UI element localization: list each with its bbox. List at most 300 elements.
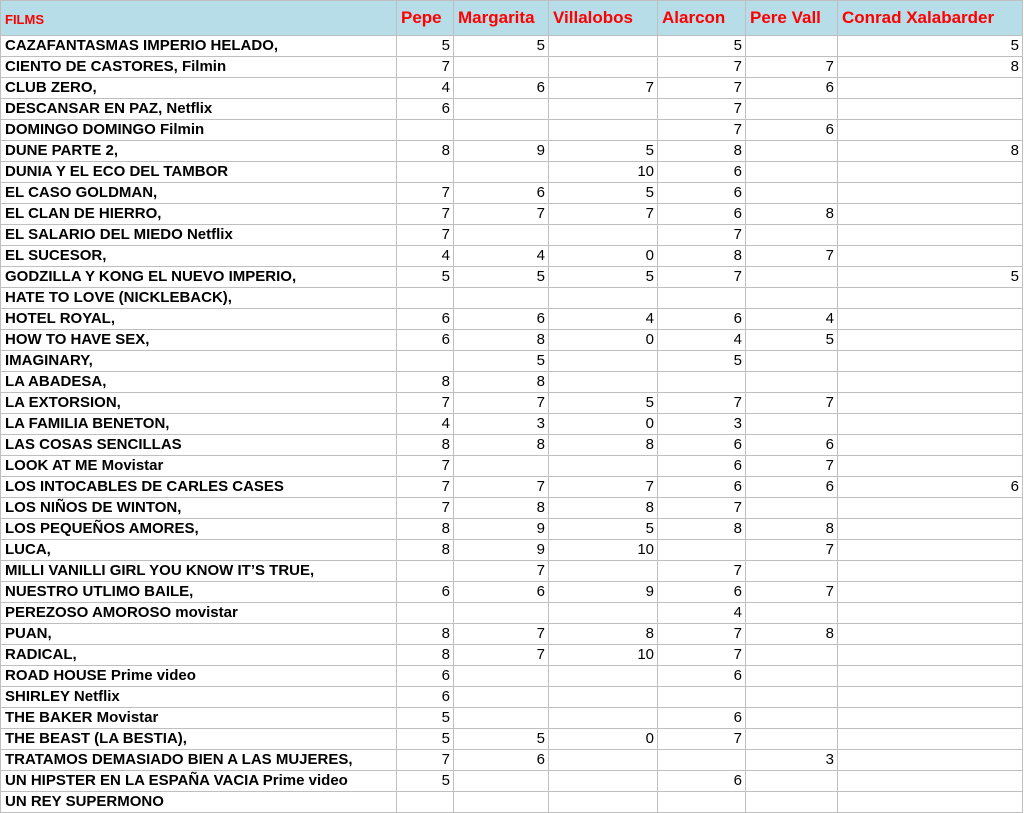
score-cell[interactable] bbox=[746, 498, 838, 519]
table-row bbox=[1, 141, 1023, 162]
score-cell[interactable] bbox=[397, 792, 454, 813]
score-cell[interactable]: 7 bbox=[454, 561, 549, 582]
score-cell[interactable]: 5 bbox=[838, 36, 1023, 57]
table-row bbox=[1, 477, 1023, 498]
film-title-cell[interactable]: CIENTO DE CASTORES, Filmin bbox=[1, 57, 397, 78]
score-cell[interactable]: 5 bbox=[549, 393, 658, 414]
score-cell[interactable] bbox=[549, 456, 658, 477]
score-cell[interactable]: 3 bbox=[746, 750, 838, 771]
score-cell[interactable]: 8 bbox=[397, 519, 454, 540]
score-cell[interactable] bbox=[746, 645, 838, 666]
table-row bbox=[1, 120, 1023, 141]
score-cell[interactable]: 8 bbox=[658, 246, 746, 267]
score-cell[interactable]: 8 bbox=[658, 141, 746, 162]
score-cell[interactable]: 7 bbox=[454, 393, 549, 414]
score-cell[interactable]: 5 bbox=[746, 330, 838, 351]
score-cell[interactable] bbox=[838, 519, 1023, 540]
score-cell[interactable]: 7 bbox=[658, 393, 746, 414]
film-title-cell[interactable]: NUESTRO UTLIMO BAILE, bbox=[1, 582, 397, 603]
score-cell[interactable]: 6 bbox=[658, 666, 746, 687]
score-cell[interactable] bbox=[454, 162, 549, 183]
score-cell[interactable] bbox=[746, 162, 838, 183]
table-row bbox=[1, 414, 1023, 435]
score-cell[interactable]: 4 bbox=[658, 603, 746, 624]
header-reviewer-conrad-xalabarder[interactable]: Conrad Xalabarder bbox=[838, 1, 1023, 36]
score-cell[interactable]: 5 bbox=[454, 351, 549, 372]
score-cell[interactable] bbox=[746, 141, 838, 162]
film-title-cell[interactable]: DUNE PARTE 2, bbox=[1, 141, 397, 162]
score-cell[interactable] bbox=[549, 99, 658, 120]
score-cell[interactable]: 9 bbox=[454, 540, 549, 561]
score-cell[interactable] bbox=[838, 414, 1023, 435]
score-cell[interactable] bbox=[746, 561, 838, 582]
score-cell[interactable]: 6 bbox=[658, 309, 746, 330]
score-cell[interactable]: 7 bbox=[746, 540, 838, 561]
score-cell[interactable]: 6 bbox=[397, 687, 454, 708]
film-title-cell[interactable]: CAZAFANTASMAS IMPERIO HELADO, bbox=[1, 36, 397, 57]
score-cell[interactable]: 9 bbox=[549, 582, 658, 603]
score-cell[interactable]: 5 bbox=[397, 36, 454, 57]
film-title-cell[interactable]: LOS PEQUEÑOS AMORES, bbox=[1, 519, 397, 540]
score-cell[interactable]: 5 bbox=[658, 351, 746, 372]
score-cell[interactable] bbox=[838, 120, 1023, 141]
score-cell[interactable] bbox=[746, 414, 838, 435]
score-cell[interactable] bbox=[838, 225, 1023, 246]
score-cell[interactable]: 4 bbox=[397, 414, 454, 435]
score-cell[interactable]: 6 bbox=[838, 477, 1023, 498]
table-row bbox=[1, 561, 1023, 582]
film-title-cell[interactable]: RADICAL, bbox=[1, 645, 397, 666]
score-cell[interactable]: 7 bbox=[658, 645, 746, 666]
score-cell[interactable]: 10 bbox=[549, 162, 658, 183]
table-row bbox=[1, 288, 1023, 309]
film-title-cell[interactable]: MILLI VANILLI GIRL YOU KNOW IT’S TRUE, bbox=[1, 561, 397, 582]
table-row bbox=[1, 771, 1023, 792]
score-cell[interactable]: 7 bbox=[746, 582, 838, 603]
score-cell[interactable]: 4 bbox=[658, 330, 746, 351]
score-cell[interactable]: 6 bbox=[658, 183, 746, 204]
score-cell[interactable]: 8 bbox=[397, 141, 454, 162]
score-cell[interactable]: 5 bbox=[549, 141, 658, 162]
score-cell[interactable] bbox=[838, 540, 1023, 561]
score-cell[interactable] bbox=[838, 582, 1023, 603]
score-cell[interactable]: 7 bbox=[397, 750, 454, 771]
score-cell[interactable] bbox=[746, 288, 838, 309]
score-cell[interactable]: 7 bbox=[746, 57, 838, 78]
score-cell[interactable] bbox=[838, 666, 1023, 687]
score-cell[interactable] bbox=[454, 288, 549, 309]
header-reviewer-pepe[interactable]: Pepe bbox=[397, 1, 454, 36]
score-cell[interactable]: 7 bbox=[658, 267, 746, 288]
score-cell[interactable]: 8 bbox=[549, 624, 658, 645]
score-cell[interactable]: 6 bbox=[454, 309, 549, 330]
score-cell[interactable]: 7 bbox=[454, 204, 549, 225]
film-title-cell[interactable]: HOW TO HAVE SEX, bbox=[1, 330, 397, 351]
score-cell[interactable]: 7 bbox=[746, 246, 838, 267]
score-cell[interactable] bbox=[746, 183, 838, 204]
score-cell[interactable]: 5 bbox=[454, 267, 549, 288]
film-rows bbox=[1, 36, 1023, 813]
score-cell[interactable]: 8 bbox=[549, 498, 658, 519]
score-cell[interactable] bbox=[838, 687, 1023, 708]
score-cell[interactable]: 8 bbox=[397, 435, 454, 456]
score-cell[interactable]: 8 bbox=[746, 519, 838, 540]
score-cell[interactable] bbox=[397, 120, 454, 141]
film-title-cell[interactable]: UN REY SUPERMONO bbox=[1, 792, 397, 813]
score-cell[interactable]: 7 bbox=[658, 225, 746, 246]
score-cell[interactable] bbox=[454, 120, 549, 141]
score-cell[interactable] bbox=[397, 162, 454, 183]
table-row bbox=[1, 435, 1023, 456]
table-row bbox=[1, 57, 1023, 78]
score-cell[interactable]: 4 bbox=[454, 246, 549, 267]
score-cell[interactable] bbox=[838, 561, 1023, 582]
score-cell[interactable] bbox=[838, 183, 1023, 204]
score-cell[interactable] bbox=[838, 351, 1023, 372]
score-cell[interactable]: 6 bbox=[397, 582, 454, 603]
score-cell[interactable] bbox=[454, 708, 549, 729]
table-row bbox=[1, 645, 1023, 666]
table-row bbox=[1, 666, 1023, 687]
score-cell[interactable] bbox=[746, 771, 838, 792]
film-title-cell[interactable]: TRATAMOS DEMASIADO BIEN A LAS MUJERES, bbox=[1, 750, 397, 771]
header-films[interactable]: FILMS bbox=[1, 1, 397, 36]
header-reviewer-villalobos[interactable]: Villalobos bbox=[549, 1, 658, 36]
score-cell[interactable] bbox=[838, 204, 1023, 225]
table-row bbox=[1, 309, 1023, 330]
table-row bbox=[1, 624, 1023, 645]
score-cell[interactable]: 7 bbox=[658, 120, 746, 141]
score-cell[interactable]: 6 bbox=[746, 477, 838, 498]
score-cell[interactable]: 5 bbox=[549, 519, 658, 540]
score-cell[interactable]: 8 bbox=[549, 435, 658, 456]
score-cell[interactable]: 5 bbox=[454, 729, 549, 750]
score-cell[interactable] bbox=[746, 267, 838, 288]
score-cell[interactable]: 5 bbox=[397, 771, 454, 792]
score-cell[interactable] bbox=[549, 120, 658, 141]
score-cell[interactable] bbox=[746, 99, 838, 120]
score-cell[interactable]: 8 bbox=[454, 435, 549, 456]
score-cell[interactable] bbox=[746, 351, 838, 372]
table-row bbox=[1, 183, 1023, 204]
score-cell[interactable] bbox=[454, 57, 549, 78]
score-cell[interactable]: 8 bbox=[397, 624, 454, 645]
score-cell[interactable]: 7 bbox=[454, 645, 549, 666]
score-cell[interactable] bbox=[658, 792, 746, 813]
header-reviewer-alarcon[interactable]: Alarcon bbox=[658, 1, 746, 36]
score-cell[interactable]: 8 bbox=[746, 624, 838, 645]
score-cell[interactable] bbox=[549, 792, 658, 813]
table-row bbox=[1, 225, 1023, 246]
film-title-cell[interactable]: SHIRLEY Netflix bbox=[1, 687, 397, 708]
score-cell[interactable] bbox=[549, 351, 658, 372]
score-cell[interactable] bbox=[746, 603, 838, 624]
film-title-cell[interactable]: DOMINGO DOMINGO Filmin bbox=[1, 120, 397, 141]
score-cell[interactable] bbox=[454, 456, 549, 477]
score-cell[interactable] bbox=[549, 666, 658, 687]
table-row bbox=[1, 267, 1023, 288]
score-cell[interactable]: 10 bbox=[549, 540, 658, 561]
score-cell[interactable] bbox=[746, 708, 838, 729]
score-cell[interactable]: 7 bbox=[746, 456, 838, 477]
score-cell[interactable]: 0 bbox=[549, 414, 658, 435]
score-cell[interactable] bbox=[838, 99, 1023, 120]
score-cell[interactable] bbox=[658, 687, 746, 708]
score-cell[interactable]: 0 bbox=[549, 330, 658, 351]
film-title-cell[interactable]: PEREZOSO AMOROSO movistar bbox=[1, 603, 397, 624]
score-cell[interactable]: 5 bbox=[397, 729, 454, 750]
score-cell[interactable] bbox=[838, 729, 1023, 750]
table-row bbox=[1, 204, 1023, 225]
score-cell[interactable] bbox=[838, 309, 1023, 330]
score-cell[interactable]: 8 bbox=[397, 540, 454, 561]
film-title-cell[interactable]: THE BEAST (LA BESTIA), bbox=[1, 729, 397, 750]
score-cell[interactable] bbox=[746, 225, 838, 246]
score-cell[interactable]: 7 bbox=[454, 477, 549, 498]
score-cell[interactable] bbox=[549, 57, 658, 78]
score-cell[interactable] bbox=[838, 288, 1023, 309]
score-cell[interactable]: 5 bbox=[549, 183, 658, 204]
score-cell[interactable]: 5 bbox=[397, 708, 454, 729]
table-row bbox=[1, 792, 1023, 813]
score-cell[interactable] bbox=[454, 771, 549, 792]
score-cell[interactable]: 8 bbox=[397, 372, 454, 393]
score-cell[interactable]: 0 bbox=[549, 729, 658, 750]
score-cell[interactable] bbox=[838, 246, 1023, 267]
table-row bbox=[1, 162, 1023, 183]
score-cell[interactable] bbox=[658, 372, 746, 393]
score-cell[interactable] bbox=[838, 162, 1023, 183]
table-row bbox=[1, 687, 1023, 708]
film-title-cell[interactable]: LOOK AT ME Movistar bbox=[1, 456, 397, 477]
table-row bbox=[1, 99, 1023, 120]
table-row bbox=[1, 750, 1023, 771]
film-title-cell[interactable]: EL SUCESOR, bbox=[1, 246, 397, 267]
table-row bbox=[1, 603, 1023, 624]
score-cell[interactable] bbox=[549, 561, 658, 582]
table-row bbox=[1, 78, 1023, 99]
score-cell[interactable]: 8 bbox=[454, 372, 549, 393]
score-cell[interactable] bbox=[838, 78, 1023, 99]
score-cell[interactable]: 8 bbox=[838, 141, 1023, 162]
film-title-cell[interactable]: LA EXTORSION, bbox=[1, 393, 397, 414]
film-title-cell[interactable]: LUCA, bbox=[1, 540, 397, 561]
score-cell[interactable]: 6 bbox=[658, 582, 746, 603]
film-title-cell[interactable]: HATE TO LOVE (NICKLEBACK), bbox=[1, 288, 397, 309]
score-cell[interactable] bbox=[658, 288, 746, 309]
film-title-cell[interactable]: HOTEL ROYAL, bbox=[1, 309, 397, 330]
score-cell[interactable]: 7 bbox=[658, 624, 746, 645]
score-cell[interactable] bbox=[746, 36, 838, 57]
score-cell[interactable]: 7 bbox=[397, 477, 454, 498]
score-cell[interactable]: 3 bbox=[658, 414, 746, 435]
score-cell[interactable]: 8 bbox=[397, 645, 454, 666]
film-title-cell[interactable]: PUAN, bbox=[1, 624, 397, 645]
score-cell[interactable] bbox=[549, 603, 658, 624]
score-cell[interactable]: 6 bbox=[454, 582, 549, 603]
score-cell[interactable]: 6 bbox=[454, 78, 549, 99]
score-cell[interactable] bbox=[549, 36, 658, 57]
film-title-cell[interactable]: CLUB ZERO, bbox=[1, 78, 397, 99]
score-cell[interactable] bbox=[549, 288, 658, 309]
score-cell[interactable] bbox=[838, 792, 1023, 813]
score-cell[interactable]: 6 bbox=[397, 99, 454, 120]
score-cell[interactable] bbox=[454, 603, 549, 624]
score-cell[interactable]: 7 bbox=[397, 204, 454, 225]
table-row bbox=[1, 519, 1023, 540]
film-title-cell[interactable]: DESCANSAR EN PAZ, Netflix bbox=[1, 99, 397, 120]
score-cell[interactable] bbox=[746, 372, 838, 393]
score-cell[interactable]: 7 bbox=[746, 393, 838, 414]
film-title-cell[interactable]: LOS NIÑOS DE WINTON, bbox=[1, 498, 397, 519]
score-cell[interactable]: 6 bbox=[658, 771, 746, 792]
film-title-cell[interactable]: EL CLAN DE HIERRO, bbox=[1, 204, 397, 225]
score-cell[interactable]: 6 bbox=[746, 120, 838, 141]
score-cell[interactable] bbox=[454, 687, 549, 708]
score-cell[interactable]: 8 bbox=[746, 204, 838, 225]
score-cell[interactable] bbox=[838, 456, 1023, 477]
score-cell[interactable]: 7 bbox=[397, 183, 454, 204]
score-cell[interactable]: 7 bbox=[658, 561, 746, 582]
score-cell[interactable]: 4 bbox=[746, 309, 838, 330]
table-row bbox=[1, 708, 1023, 729]
score-cell[interactable]: 0 bbox=[549, 246, 658, 267]
film-title-cell[interactable]: EL SALARIO DEL MIEDO Netflix bbox=[1, 225, 397, 246]
score-cell[interactable]: 7 bbox=[397, 57, 454, 78]
film-title-cell[interactable]: IMAGINARY, bbox=[1, 351, 397, 372]
score-cell[interactable] bbox=[549, 372, 658, 393]
table-row bbox=[1, 246, 1023, 267]
score-cell[interactable]: 7 bbox=[549, 78, 658, 99]
score-cell[interactable] bbox=[454, 666, 549, 687]
score-cell[interactable] bbox=[838, 603, 1023, 624]
score-cell[interactable] bbox=[838, 645, 1023, 666]
table-row bbox=[1, 36, 1023, 57]
score-cell[interactable]: 8 bbox=[838, 57, 1023, 78]
score-cell[interactable] bbox=[397, 603, 454, 624]
score-cell[interactable]: 6 bbox=[397, 330, 454, 351]
score-cell[interactable]: 7 bbox=[549, 477, 658, 498]
film-title-cell[interactable]: DUNIA Y EL ECO DEL TAMBOR bbox=[1, 162, 397, 183]
score-cell[interactable]: 6 bbox=[658, 708, 746, 729]
score-cell[interactable] bbox=[838, 771, 1023, 792]
score-cell[interactable]: 6 bbox=[658, 456, 746, 477]
score-cell[interactable]: 7 bbox=[397, 456, 454, 477]
score-cell[interactable]: 7 bbox=[454, 624, 549, 645]
film-title-cell[interactable]: LOS INTOCABLES DE CARLES CASES bbox=[1, 477, 397, 498]
score-cell[interactable] bbox=[838, 435, 1023, 456]
score-cell[interactable] bbox=[746, 729, 838, 750]
score-cell[interactable]: 3 bbox=[454, 414, 549, 435]
score-cell[interactable] bbox=[549, 750, 658, 771]
score-cell[interactable] bbox=[658, 750, 746, 771]
score-cell[interactable]: 7 bbox=[658, 78, 746, 99]
score-cell[interactable] bbox=[838, 708, 1023, 729]
table-row bbox=[1, 456, 1023, 477]
score-cell[interactable]: 6 bbox=[746, 435, 838, 456]
score-cell[interactable] bbox=[838, 393, 1023, 414]
score-cell[interactable]: 4 bbox=[549, 309, 658, 330]
score-cell[interactable] bbox=[746, 687, 838, 708]
score-cell[interactable]: 7 bbox=[658, 729, 746, 750]
score-cell[interactable] bbox=[746, 792, 838, 813]
score-cell[interactable]: 8 bbox=[658, 519, 746, 540]
film-title-cell[interactable]: LA ABADESA, bbox=[1, 372, 397, 393]
score-cell[interactable]: 6 bbox=[397, 666, 454, 687]
score-cell[interactable] bbox=[549, 225, 658, 246]
score-cell[interactable]: 4 bbox=[397, 246, 454, 267]
film-title-cell[interactable]: LA FAMILIA BENETON, bbox=[1, 414, 397, 435]
score-cell[interactable]: 8 bbox=[454, 498, 549, 519]
score-cell[interactable]: 10 bbox=[549, 645, 658, 666]
score-cell[interactable]: 5 bbox=[454, 36, 549, 57]
score-cell[interactable] bbox=[746, 666, 838, 687]
score-cell[interactable]: 9 bbox=[454, 519, 549, 540]
score-cell[interactable] bbox=[838, 498, 1023, 519]
score-cell[interactable]: 7 bbox=[658, 99, 746, 120]
table-row bbox=[1, 498, 1023, 519]
score-cell[interactable] bbox=[549, 771, 658, 792]
score-cell[interactable] bbox=[838, 624, 1023, 645]
score-cell[interactable]: 6 bbox=[397, 309, 454, 330]
score-cell[interactable]: 7 bbox=[549, 204, 658, 225]
score-cell[interactable]: 6 bbox=[658, 435, 746, 456]
score-cell[interactable] bbox=[658, 540, 746, 561]
score-cell[interactable]: 6 bbox=[746, 78, 838, 99]
score-cell[interactable]: 4 bbox=[397, 78, 454, 99]
score-cell[interactable]: 5 bbox=[838, 267, 1023, 288]
score-cell[interactable]: 7 bbox=[397, 225, 454, 246]
film-title-cell[interactable]: THE BAKER Movistar bbox=[1, 708, 397, 729]
table-row bbox=[1, 540, 1023, 561]
score-cell[interactable]: 9 bbox=[454, 141, 549, 162]
score-cell[interactable] bbox=[397, 288, 454, 309]
score-cell[interactable]: 7 bbox=[658, 498, 746, 519]
score-cell[interactable]: 6 bbox=[658, 204, 746, 225]
film-title-cell[interactable]: ROAD HOUSE Prime video bbox=[1, 666, 397, 687]
score-cell[interactable] bbox=[549, 708, 658, 729]
score-cell[interactable]: 7 bbox=[658, 57, 746, 78]
score-cell[interactable]: 8 bbox=[454, 330, 549, 351]
score-cell[interactable]: 7 bbox=[397, 498, 454, 519]
table-row bbox=[1, 351, 1023, 372]
score-cell[interactable]: 7 bbox=[397, 393, 454, 414]
score-cell[interactable]: 5 bbox=[658, 36, 746, 57]
score-cell[interactable]: 6 bbox=[454, 750, 549, 771]
score-cell[interactable] bbox=[397, 351, 454, 372]
score-cell[interactable] bbox=[454, 99, 549, 120]
score-cell[interactable] bbox=[838, 372, 1023, 393]
score-cell[interactable]: 6 bbox=[658, 162, 746, 183]
score-cell[interactable]: 6 bbox=[658, 477, 746, 498]
score-cell[interactable] bbox=[838, 750, 1023, 771]
film-title-cell[interactable]: GODZILLA Y KONG EL NUEVO IMPERIO, bbox=[1, 267, 397, 288]
header-reviewer-margarita[interactable]: Margarita bbox=[454, 1, 549, 36]
score-cell[interactable] bbox=[454, 225, 549, 246]
film-title-cell[interactable]: UN HIPSTER EN LA ESPAÑA VACIA Prime video bbox=[1, 771, 397, 792]
header-reviewer-pere-vall[interactable]: Pere Vall bbox=[746, 1, 838, 36]
film-title-cell[interactable]: LAS COSAS SENCILLAS bbox=[1, 435, 397, 456]
score-cell[interactable] bbox=[549, 687, 658, 708]
film-title-cell[interactable]: EL CASO GOLDMAN, bbox=[1, 183, 397, 204]
score-cell[interactable]: 6 bbox=[454, 183, 549, 204]
score-cell[interactable] bbox=[454, 792, 549, 813]
table-row bbox=[1, 330, 1023, 351]
score-cell[interactable]: 5 bbox=[397, 267, 454, 288]
score-cell[interactable]: 5 bbox=[549, 267, 658, 288]
score-cell[interactable] bbox=[397, 561, 454, 582]
score-cell[interactable] bbox=[838, 330, 1023, 351]
